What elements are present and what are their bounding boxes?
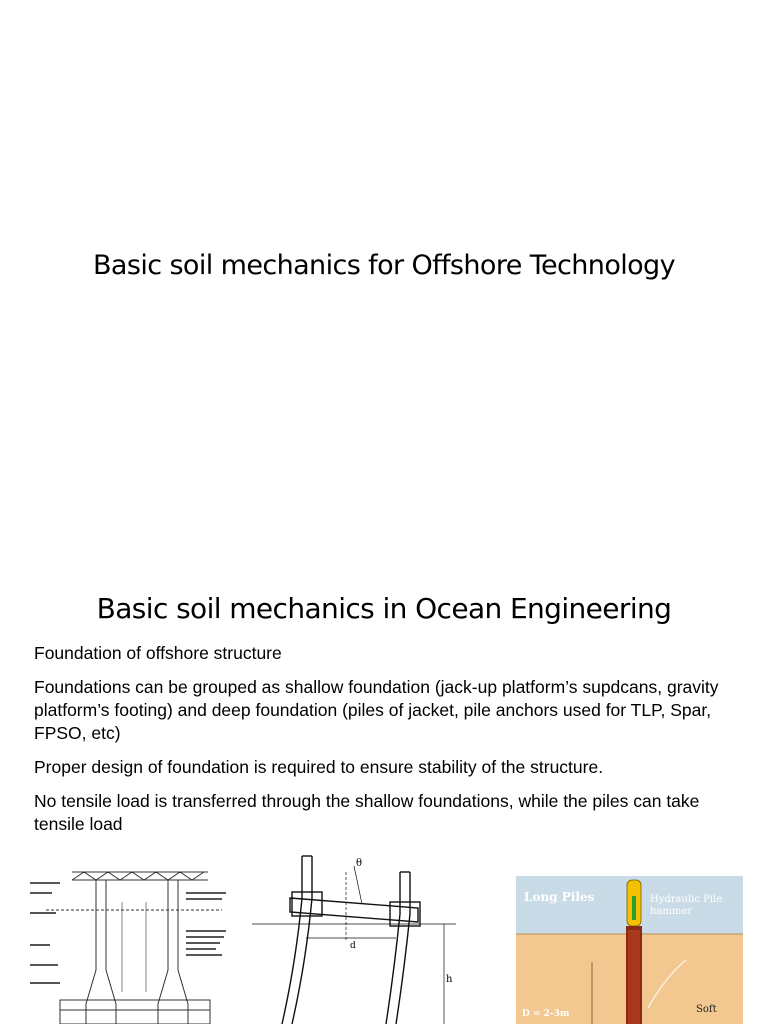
figure-title: Long Piles: [524, 890, 595, 904]
slide-title: Basic soil mechanics in Ocean Engineering: [96, 592, 672, 625]
long-piles-illustration: [516, 876, 743, 1024]
bullet-item: Proper design of foundation is required to ensure stability of the structure.: [34, 757, 604, 777]
gravity-platform-drawing: [26, 852, 230, 1024]
bullet-item: Foundations can be grouped as shallow foundation (jack-up platform’s supdcans, gravity platform’s footing) and deep foundation (piles of jacket, pile anchors used for TLP, Spar, FPSO, etc): [34, 677, 719, 743]
diameter-label: D = 2-3m: [522, 1009, 570, 1019]
bullet-item: No tensile load is transferred through the shallow foundations, while the piles can take tensile load: [34, 791, 700, 834]
angle-label: θ: [356, 858, 363, 869]
distance-label: d: [350, 941, 356, 951]
hammer-label: Hydraulic Pile hammer: [650, 894, 723, 917]
bullet-item: Foundation of offshore structure: [34, 643, 282, 663]
bullet-list: [34, 642, 736, 847]
content-slide: [0, 556, 768, 1024]
height-label: h: [446, 974, 453, 985]
soil-label: Soft: [696, 1004, 717, 1015]
pile-deflection-sketch: [246, 852, 458, 1024]
slide-title: Basic soil mechanics for Offshore Technology: [93, 250, 675, 281]
